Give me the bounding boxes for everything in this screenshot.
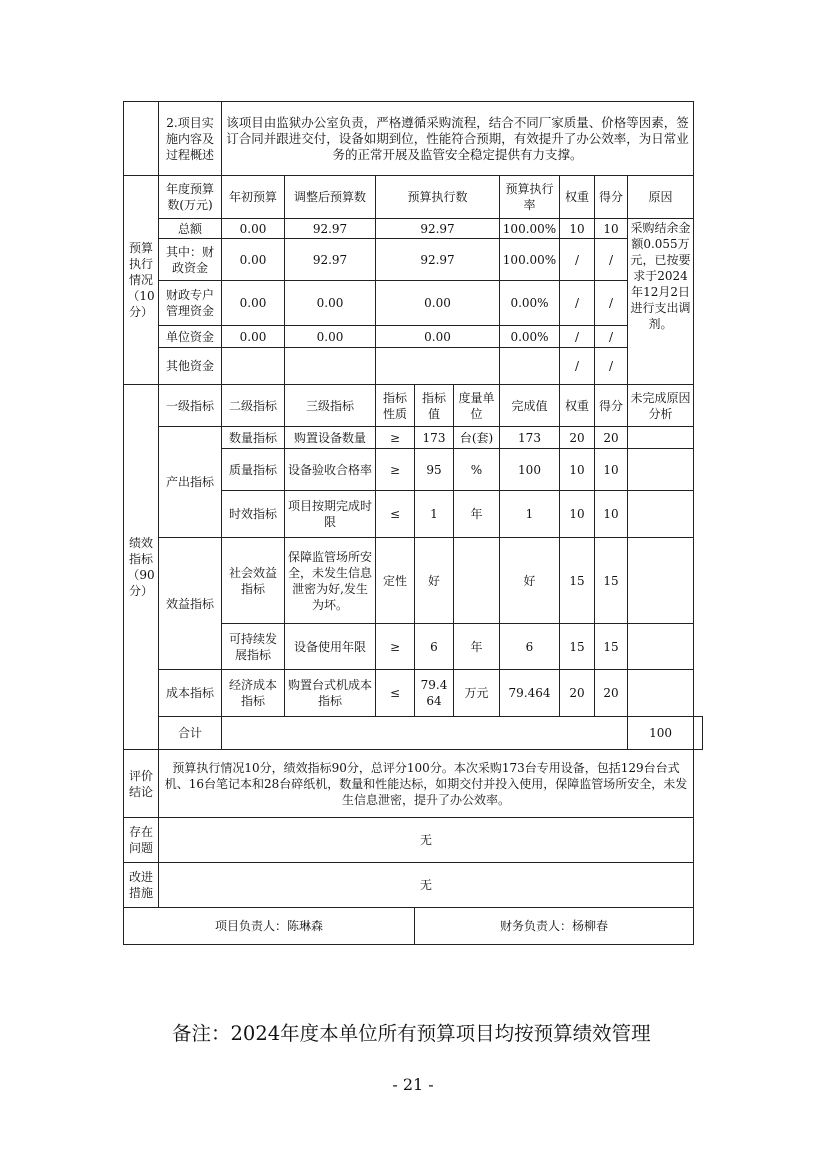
issues-text: 无 bbox=[159, 818, 694, 863]
perf-group-benefit: 效益指标 bbox=[159, 538, 222, 670]
budget-row bbox=[124, 219, 703, 239]
page-number: - 21 - bbox=[392, 1075, 434, 1094]
budget-row-initial bbox=[222, 348, 285, 385]
perf-row-weight: 15 bbox=[560, 538, 595, 624]
project-lead: 项目负责人：陈琳森 bbox=[124, 908, 415, 945]
perf-row bbox=[124, 670, 703, 717]
budget-row bbox=[124, 281, 703, 326]
budget-row-score: / bbox=[595, 348, 628, 385]
budget-row bbox=[124, 348, 703, 385]
perf-row-done: 1 bbox=[500, 491, 560, 538]
total-label: 合计 bbox=[159, 717, 222, 750]
budget-header-rate: 预算执行率 bbox=[500, 176, 560, 219]
perf-row-reason bbox=[628, 670, 694, 717]
perf-row-l3: 项目按期完成时限 bbox=[285, 491, 376, 538]
budget-header-initial: 年初预算 bbox=[222, 176, 285, 219]
perf-header-l2: 二级指标 bbox=[222, 385, 285, 427]
perf-row-value: 95 bbox=[415, 449, 454, 491]
footnote: 备注：2024年度本单位所有预算项目均按预算绩效管理 bbox=[172, 1022, 651, 1045]
perf-section-label: 绩效指标（90分） bbox=[124, 385, 159, 750]
perf-row-nature: ≥ bbox=[376, 449, 415, 491]
budget-header-year: 年度预算数(万元) bbox=[159, 176, 222, 219]
perf-row-reason bbox=[628, 538, 694, 624]
measures-text: 无 bbox=[159, 863, 694, 908]
budget-row-adjusted: 0.00 bbox=[285, 281, 376, 326]
perf-row-unit: 万元 bbox=[454, 670, 500, 717]
perf-row-l3: 购置台式机成本指标 bbox=[285, 670, 376, 717]
budget-row-executed: 92.97 bbox=[376, 239, 500, 281]
perf-header-weight: 权重 bbox=[560, 385, 595, 427]
budget-row-weight: 10 bbox=[560, 219, 595, 239]
total-reason-blank bbox=[694, 717, 703, 750]
budget-row-executed: 0.00 bbox=[376, 326, 500, 348]
perf-row-done: 79.464 bbox=[500, 670, 560, 717]
perf-group-cost: 成本指标 bbox=[159, 670, 222, 717]
performance-table bbox=[123, 101, 703, 945]
budget-row-rate: 100.00% bbox=[500, 239, 560, 281]
budget-header-adjusted: 调整后预算数 bbox=[285, 176, 376, 219]
perf-row-l2: 可持续发展指标 bbox=[222, 624, 285, 670]
perf-group-output: 产出指标 bbox=[159, 427, 222, 538]
perf-header-reason: 未完成原因分析 bbox=[628, 385, 694, 427]
budget-row-name: 其他资金 bbox=[159, 348, 222, 385]
budget-row-adjusted: 92.97 bbox=[285, 239, 376, 281]
budget-row-name: 单位资金 bbox=[159, 326, 222, 348]
budget-header-weight: 权重 bbox=[560, 176, 595, 219]
perf-row-score: 15 bbox=[595, 538, 628, 624]
budget-row-score: / bbox=[595, 281, 628, 326]
perf-header-l1: 一级指标 bbox=[159, 385, 222, 427]
perf-row-done: 好 bbox=[500, 538, 560, 624]
total-score: 100 bbox=[628, 717, 694, 750]
perf-row-l2: 经济成本指标 bbox=[222, 670, 285, 717]
perf-row bbox=[124, 427, 703, 449]
budget-row-adjusted: 92.97 bbox=[285, 219, 376, 239]
blank-cell bbox=[124, 102, 159, 176]
perf-row-value: 6 bbox=[415, 624, 454, 670]
budget-header-reason: 原因 bbox=[628, 176, 694, 219]
perf-row-nature: ≥ bbox=[376, 427, 415, 449]
budget-row-weight: / bbox=[560, 281, 595, 326]
budget-reason: 采购结余金额0.055万元，已按要求于2024年12月2日进行支出调剂。 bbox=[628, 219, 694, 385]
budget-row bbox=[124, 326, 703, 348]
perf-row-done: 6 bbox=[500, 624, 560, 670]
finance-lead: 财务负责人：杨柳春 bbox=[415, 908, 694, 945]
perf-row-reason bbox=[628, 449, 694, 491]
perf-header-done: 完成值 bbox=[500, 385, 560, 427]
budget-row-score: / bbox=[595, 326, 628, 348]
perf-row-nature: ≤ bbox=[376, 491, 415, 538]
total-blank bbox=[222, 717, 628, 750]
perf-row-value: 1 bbox=[415, 491, 454, 538]
perf-row-weight: 10 bbox=[560, 491, 595, 538]
budget-row-rate bbox=[500, 348, 560, 385]
budget-row-rate: 0.00% bbox=[500, 326, 560, 348]
budget-row-name: 财政专户管理资金 bbox=[159, 281, 222, 326]
perf-row-unit: 年 bbox=[454, 491, 500, 538]
impl-text: 该项目由监狱办公室负责，严格遵循采购流程，结合不同厂家质量、价格等因素，签订合同并跟进交付，设备如期到位，性能符合预期，有效提升了办公效率，为日常业务的正常开展及监管安全稳定提供有力支撑。 bbox=[222, 102, 694, 176]
budget-row-weight: / bbox=[560, 239, 595, 281]
perf-row-l3: 设备验收合格率 bbox=[285, 449, 376, 491]
perf-row-score: 10 bbox=[595, 491, 628, 538]
perf-row-done: 100 bbox=[500, 449, 560, 491]
perf-row-score: 15 bbox=[595, 624, 628, 670]
perf-row-l3: 设备使用年限 bbox=[285, 624, 376, 670]
perf-row-l2: 数量指标 bbox=[222, 427, 285, 449]
budget-row-weight: / bbox=[560, 348, 595, 385]
budget-row-rate: 0.00% bbox=[500, 281, 560, 326]
perf-row-l2: 社会效益指标 bbox=[222, 538, 285, 624]
perf-row-score: 20 bbox=[595, 670, 628, 717]
perf-header-value: 指标值 bbox=[415, 385, 454, 427]
budget-row-name: 总额 bbox=[159, 219, 222, 239]
perf-row-value: 173 bbox=[415, 427, 454, 449]
perf-header-score: 得分 bbox=[595, 385, 628, 427]
budget-row-score: / bbox=[595, 239, 628, 281]
perf-row-l3: 保障监管场所安全，未发生信息泄密为好,发生为坏。 bbox=[285, 538, 376, 624]
perf-row-score: 10 bbox=[595, 449, 628, 491]
budget-section-label: 预算执行情况（10分） bbox=[124, 176, 159, 385]
measures-label: 改进措施 bbox=[124, 863, 159, 908]
perf-row bbox=[124, 538, 703, 624]
budget-header-executed: 预算执行数 bbox=[376, 176, 500, 219]
budget-row-rate: 100.00% bbox=[500, 219, 560, 239]
perf-row-l2: 质量指标 bbox=[222, 449, 285, 491]
budget-row-adjusted bbox=[285, 348, 376, 385]
perf-row-nature: ≥ bbox=[376, 624, 415, 670]
budget-row bbox=[124, 239, 703, 281]
budget-row-executed: 0.00 bbox=[376, 281, 500, 326]
perf-row-l3: 购置设备数量 bbox=[285, 427, 376, 449]
perf-row-weight: 10 bbox=[560, 449, 595, 491]
budget-row-executed: 92.97 bbox=[376, 219, 500, 239]
perf-row-unit: % bbox=[454, 449, 500, 491]
budget-row-executed bbox=[376, 348, 500, 385]
budget-row-initial: 0.00 bbox=[222, 239, 285, 281]
perf-header-l3: 三级指标 bbox=[285, 385, 376, 427]
perf-row-score: 20 bbox=[595, 427, 628, 449]
perf-row-nature: 定性 bbox=[376, 538, 415, 624]
perf-row-unit: 台(套) bbox=[454, 427, 500, 449]
budget-header-score: 得分 bbox=[595, 176, 628, 219]
verdict-label: 评价结论 bbox=[124, 750, 159, 818]
perf-header-unit: 度量单位 bbox=[454, 385, 500, 427]
perf-row-reason bbox=[628, 491, 694, 538]
budget-row-weight: / bbox=[560, 326, 595, 348]
perf-row-weight: 15 bbox=[560, 624, 595, 670]
issues-label: 存在问题 bbox=[124, 818, 159, 863]
perf-row-value: 79.464 bbox=[415, 670, 454, 717]
perf-row-reason bbox=[628, 427, 694, 449]
perf-row-weight: 20 bbox=[560, 670, 595, 717]
impl-label: 2.项目实施内容及过程概述 bbox=[159, 102, 222, 176]
perf-row-l2: 时效指标 bbox=[222, 491, 285, 538]
verdict-text: 预算执行情况10分，绩效指标90分，总评分100分。本次采购173台专用设备，包括129台台式机、16台笔记本和28台碎纸机，数量和性能达标，如期交付并投入使用，保障监管场所安全，未发生信息泄密，提升了办公效率。 bbox=[159, 750, 694, 818]
budget-row-adjusted: 0.00 bbox=[285, 326, 376, 348]
budget-row-name: 其中：财政资金 bbox=[159, 239, 222, 281]
perf-row-weight: 20 bbox=[560, 427, 595, 449]
perf-row-done: 173 bbox=[500, 427, 560, 449]
perf-row-reason bbox=[628, 624, 694, 670]
budget-row-initial: 0.00 bbox=[222, 219, 285, 239]
perf-row-nature: ≤ bbox=[376, 670, 415, 717]
budget-row-initial: 0.00 bbox=[222, 281, 285, 326]
budget-row-score: 10 bbox=[595, 219, 628, 239]
perf-row-value: 好 bbox=[415, 538, 454, 624]
perf-row-unit: 年 bbox=[454, 624, 500, 670]
budget-row-initial: 0.00 bbox=[222, 326, 285, 348]
perf-header-nature: 指标性质 bbox=[376, 385, 415, 427]
perf-row-unit bbox=[454, 538, 500, 624]
